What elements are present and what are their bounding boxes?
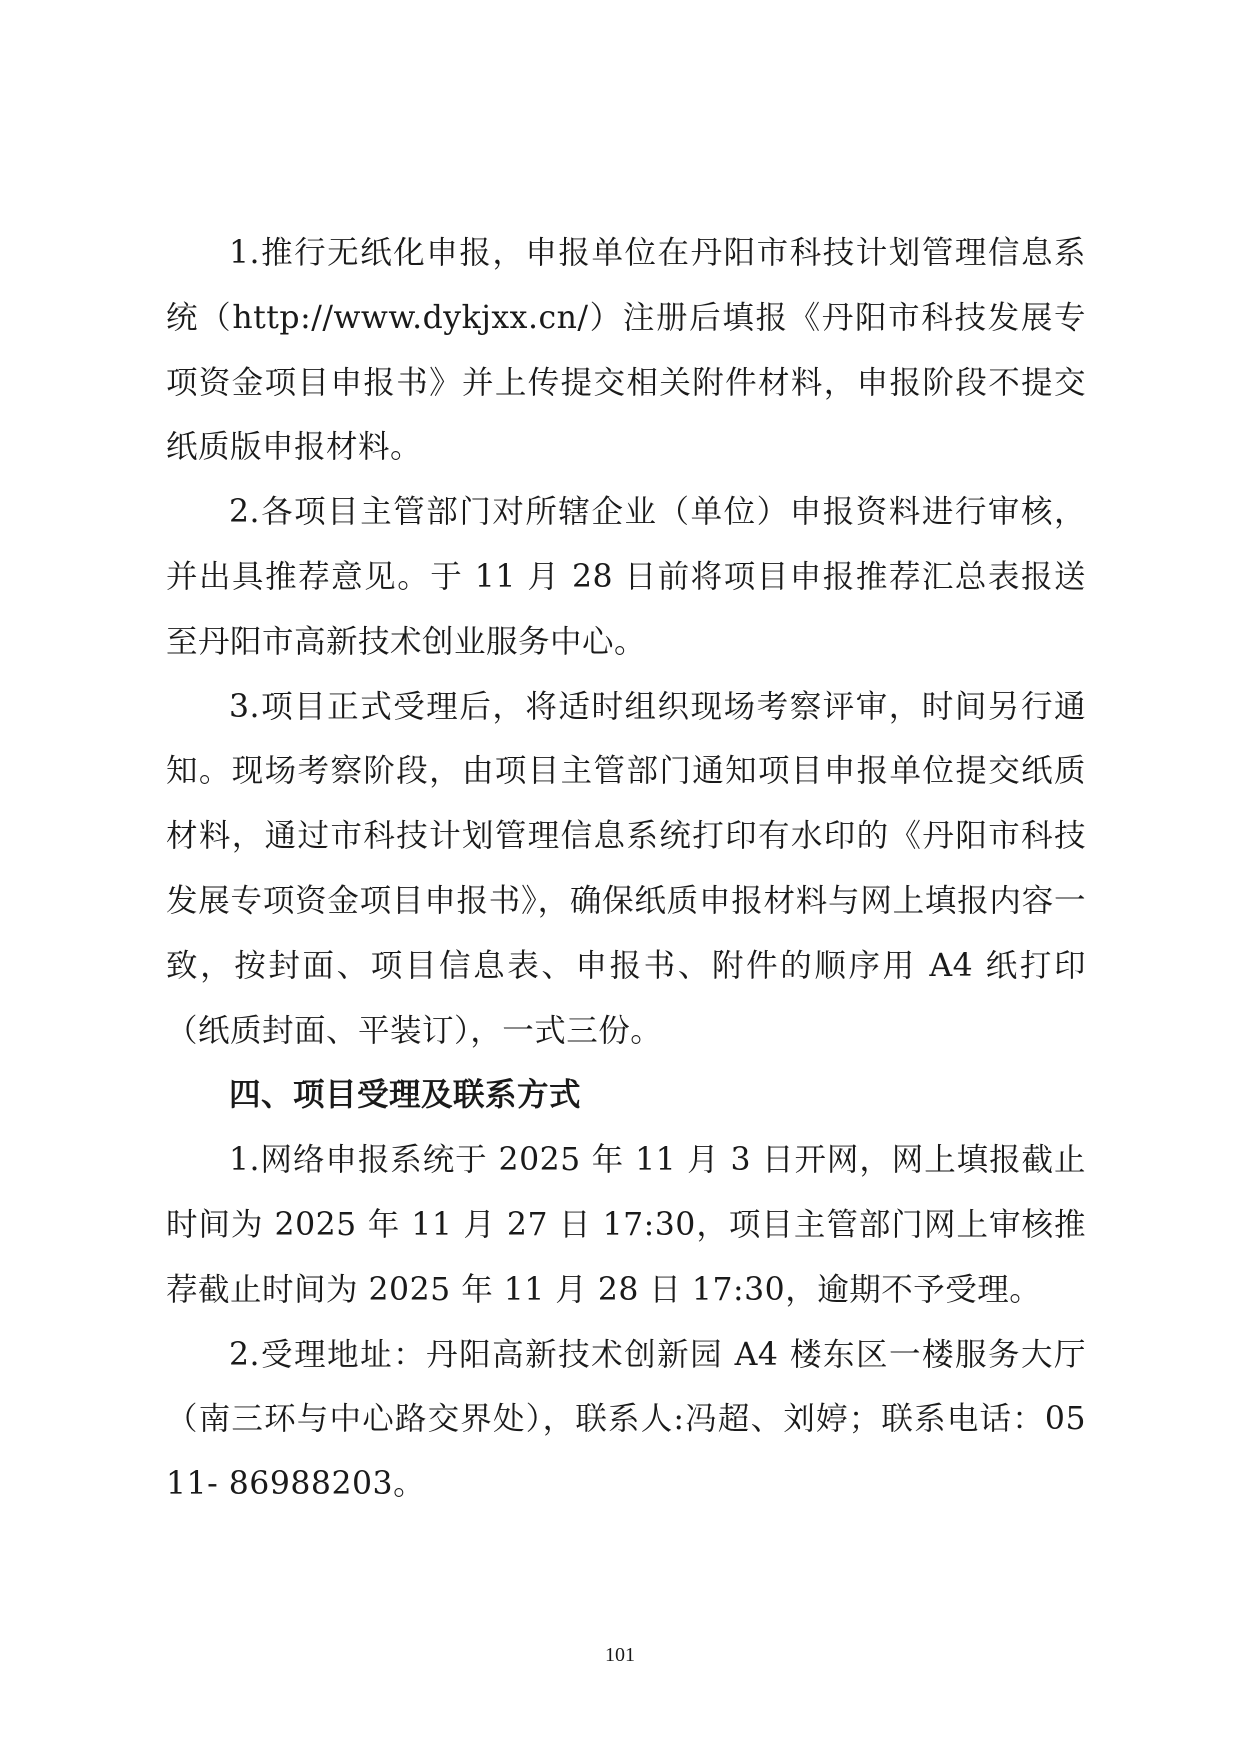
paragraph-site-inspection: 3.项目正式受理后，将适时组织现场考察评审，时间另行通知。现场考察阶段，由项目主管部门通知项目申报单位提交纸质材料，通过市科技计划管理信息系统打印有水印的《丹阳市科技发展专项资金项目申报书》，确保纸质申报材料与网上填报内容一致，按封面、项目信息表、申报书、附件的顺序用 A4 纸打印（纸质封面、平装订），一式三份。	[166, 688, 1086, 1049]
document-body	[166, 221, 1086, 1517]
page-number: 101	[605, 1644, 635, 1666]
section-heading: 四、项目受理及联系方式	[229, 1077, 582, 1114]
paragraph-online-deadline: 1.网络申报系统于 2025 年 11 月 3 日开网，网上填报截止时间为 2025 年 11 月 27 日 17:30，项目主管部门网上审核推荐截止时间为 2025 年 11 月 28 日 17:30，逾期不予受理。	[166, 1142, 1086, 1308]
paragraph-department-review: 2.各项目主管部门对所辖企业（单位）申报资料进行审核，并出具推荐意见。于 11 月 28 日前将项目申报推荐汇总表报送至丹阳市高新技术创业服务中心。	[166, 494, 1086, 660]
paragraph-contact-info: 2.受理地址：丹阳高新技术创新园 A4 楼东区一楼服务大厅（南三环与中心路交界处），联系人:冯超、刘婷；联系电话：0511- 86988203。	[166, 1336, 1086, 1503]
paragraph-paperless-submission: 1.推行无纸化申报，申报单位在丹阳市科技计划管理信息系统（http://www.dykjxx.cn/）注册后填报《丹阳市科技发展专项资金项目申报书》并上传提交相关附件材料，申报阶段不提交纸质版申报材料。	[166, 235, 1086, 466]
